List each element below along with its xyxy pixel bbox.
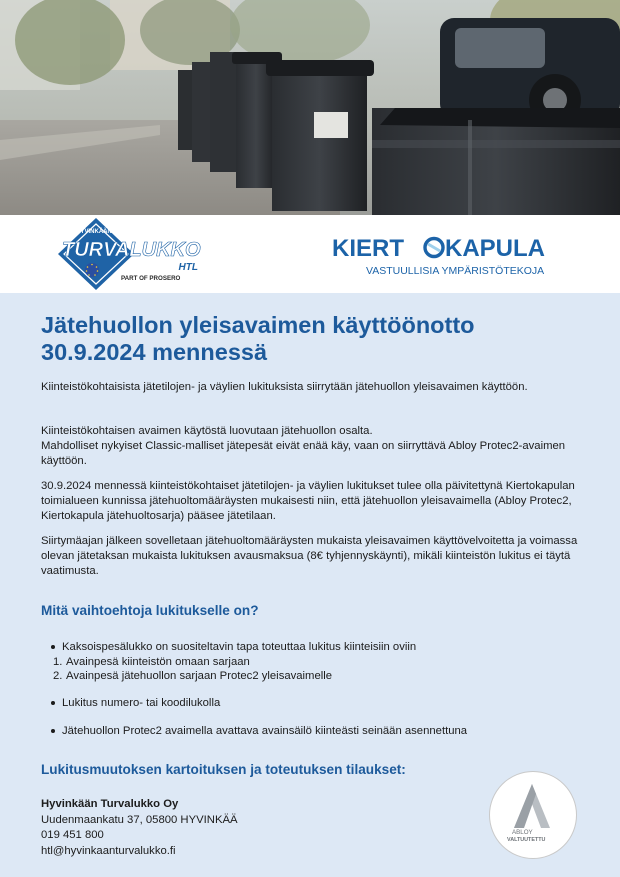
subitem-number-2: 2. xyxy=(53,670,63,682)
waste-bins-photo-icon xyxy=(0,0,620,215)
options-heading: Mitä vaihtoehtoja lukitukselle on? xyxy=(41,603,259,618)
abloy-valtuutettu-badge xyxy=(489,771,577,859)
logo-main-text: TURVALUKKO xyxy=(62,239,201,261)
company-address: Uudenmaankatu 37, 05800 HYVINKÄÄ xyxy=(41,813,238,826)
paragraph-4: Siirtymäajan jälkeen sovelletaan jätehuoltomääräysten mukaista yleisavaimen käyttövelvoitetta ja voimassa olevan jätetaksan mukaista lukituksen avausmaksua (8€ tyhjennyskäynti), mikäli kiinteistön lukitus ei täytä vaatimusta. xyxy=(41,535,578,577)
title-line-2: 30.9.2024 mennessä xyxy=(41,339,268,365)
kiertokapula-logo xyxy=(332,232,557,278)
logo-tag-text: PART OF PROSERO xyxy=(121,275,181,282)
bullet-icon xyxy=(51,701,55,705)
bullet-icon xyxy=(51,645,55,649)
paragraph-2: Kiinteistökohtaisen avaimen käytöstä luovutaan jätehuollon osalta. Mahdolliset nykyiset Classic-malliset jätepesät eivät enää käy, vaan on siirryttävä Abloy Protec2-avaimen käyttöön. xyxy=(41,425,566,467)
subitem-1: Avainpesä kiinteistön omaan sarjaan xyxy=(66,656,250,668)
company-phone[interactable]: 019 451 800 xyxy=(41,829,104,841)
company-email[interactable]: htl@hyvinkaanturvalukko.fi xyxy=(41,844,176,857)
badge-line-1: ABLOY xyxy=(512,829,533,836)
logo-sub-text: HTL xyxy=(178,262,198,273)
page-title xyxy=(41,312,581,366)
company-name: Hyvinkään Turvalukko Oy xyxy=(41,798,179,810)
option-item-2: Lukitus numero- tai koodilukolla xyxy=(62,697,221,709)
option-item-3: Jätehuollon Protec2 avaimella avattava avainsäilö kiinteästi seinään asennettuna xyxy=(62,725,468,737)
title-line-1: Jätehuollon yleisavaimen käyttöönotto xyxy=(41,312,475,338)
paragraph-1: Kiinteistökohtaisista jätetilojen- ja väylien lukituksista siirrytään jätehuollon yleisavaimen käyttöön. xyxy=(41,381,528,393)
subitem-number-1: 1. xyxy=(53,656,63,668)
abloy-logo-icon xyxy=(490,772,575,857)
paragraph-3: 30.9.2024 mennessä kiinteistökohtaiset jätetilojen- ja väylien lukitukset tulee olla päivitettynä Kiertokapulan toimialueen kunnissa jätehuoltomääräysten mukaisesti niin, että jätehuollon yleisavaimella (Abloy Protec2, Kiertokapula jätehuoltosarja) pääsee jätetilaan. xyxy=(41,480,575,522)
contact-block xyxy=(41,797,238,859)
kiertokapula-tagline: VASTUULLISIA YMPÄRISTÖTEKOJA xyxy=(366,265,545,277)
subitem-2: Avainpesä jätehuollon sarjaan Protec2 yleisavaimelle xyxy=(66,670,333,682)
kiertokapula-right-text: KAPULA xyxy=(445,235,545,262)
hero-photo-waste-bins xyxy=(0,0,620,215)
bullet-icon xyxy=(51,729,55,733)
logo-top-text: HYVINKÄÄN xyxy=(76,229,112,235)
badge-line-2: VALTUUTETTU xyxy=(507,837,546,843)
turvalukko-logo xyxy=(58,218,218,290)
orders-heading: Lukitusmuutoksen kartoituksen ja toteutuksen tilaukset: xyxy=(41,762,406,777)
option-item-1: Kaksoispesälukko on suositeltavin tapa toteuttaa lukitus kiinteisiin oviin xyxy=(62,641,417,653)
kiertokapula-left-text: KIERT xyxy=(332,235,404,262)
